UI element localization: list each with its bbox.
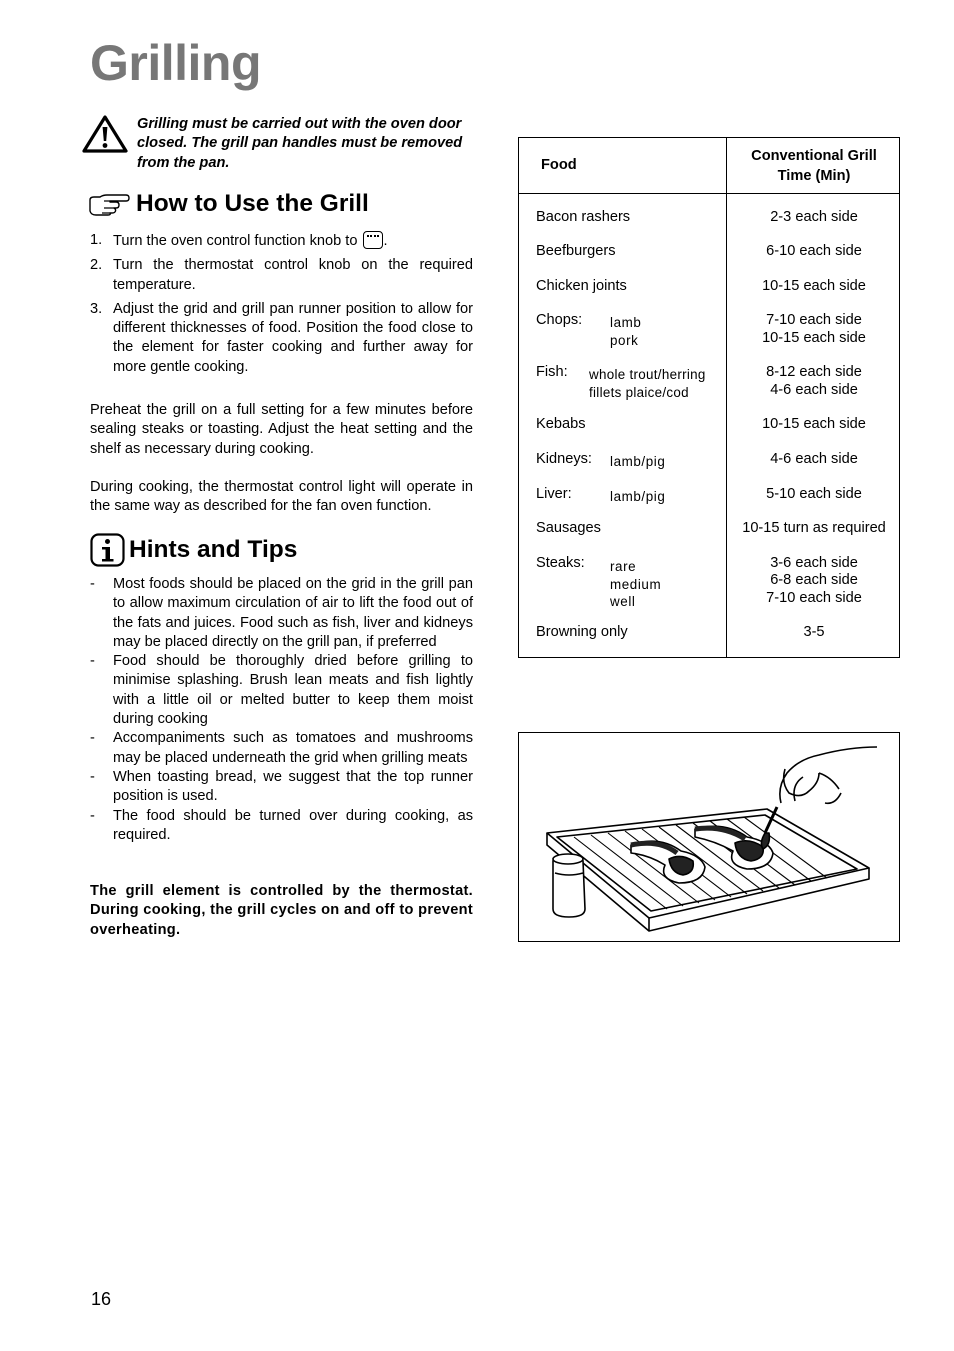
table-row-time: 4-6 each side <box>770 382 858 398</box>
table-row-time: 8-12 each side <box>766 364 862 380</box>
table-row-subtype: medium <box>610 577 662 592</box>
hint-dash: - <box>90 653 95 670</box>
step-number: 3. <box>90 300 103 317</box>
table-row-food: Bacon rashers <box>536 209 631 225</box>
step-item <box>90 231 473 251</box>
table-row-subtype: rare <box>610 559 637 574</box>
hint-text: Most foods should be placed on the grid in the grill pan to allow maximum circulation of air to lift the food out of the fats and juices. Food such as fish, liver and kidneys may be placed directly on the grill pan, if preferred <box>113 576 473 650</box>
pointing-hand-icon <box>88 194 130 216</box>
page-title: Grilling <box>90 35 261 91</box>
table-row-time: 7-10 each side <box>766 590 862 606</box>
column-header-time-line2: Time (Min) <box>777 168 851 184</box>
hints-list <box>90 575 473 845</box>
grill-function-icon <box>363 231 383 249</box>
table-row-subtype: lamb <box>610 315 642 330</box>
grill-pan-drawing <box>519 733 899 941</box>
hint-item <box>90 807 473 846</box>
table-row-subtype: lamb/pig <box>610 489 666 504</box>
table-row-food: Chicken joints <box>536 278 627 294</box>
step-item <box>90 256 473 295</box>
grill-pan-illustration <box>518 732 900 942</box>
preheat-paragraph: Preheat the grill on a full setting for a few minutes before sealing steaks or toasting. Adjust the heat setting and the shelf as necessary during cooking. <box>90 402 473 457</box>
hint-dash: - <box>90 807 95 824</box>
hint-text: Accompaniments such as tomatoes and mushrooms may be placed underneath the grid when grilling meats <box>113 730 473 766</box>
table-row-time: 10-15 each side <box>762 330 866 346</box>
step-text-end: . <box>383 233 388 249</box>
table-row-time: 7-10 each side <box>766 312 862 328</box>
how-to-heading: How to Use the Grill <box>136 190 369 217</box>
table-row-time: 10-15 each side <box>762 278 866 294</box>
warning-text: Grilling must be carried out with the oven door closed. The grill pan handles must be removed from the pan. <box>137 116 463 171</box>
column-header-food: Food <box>541 157 577 173</box>
step-text: Turn the oven control function knob to <box>113 233 358 249</box>
table-row-food: Sausages <box>536 520 601 536</box>
hint-dash: - <box>90 576 95 592</box>
table-row-food: Kidneys: <box>536 451 592 467</box>
table-row-subtype: lamb/pig <box>610 454 666 469</box>
table-row-food: Kebabs <box>536 416 586 432</box>
table-row-food: Beefburgers <box>536 243 616 259</box>
table-row-food: Browning only <box>536 624 628 640</box>
hint-text: The food should be turned over during cooking, as required. <box>113 807 473 843</box>
table-row-time: 10-15 each side <box>762 416 866 432</box>
table-row-food: Fish: <box>536 364 568 380</box>
hint-dash: - <box>90 730 95 747</box>
step-number: 2. <box>90 257 103 274</box>
table-row-food: Steaks: <box>536 555 585 571</box>
table-row-time: 4-6 each side <box>770 451 858 467</box>
page-number: 16 <box>91 1289 112 1309</box>
table-row-food: Chops: <box>536 312 583 328</box>
table-row-subtype: pork <box>610 333 639 348</box>
hand <box>780 747 877 803</box>
hint-item <box>90 652 473 729</box>
pan-rim <box>547 809 869 918</box>
step-text: Turn the thermostat control knob on the required temperature. <box>113 257 473 293</box>
warning-triangle-icon <box>82 114 128 154</box>
column-header-time-line1: Conventional Grill <box>751 148 877 164</box>
hint-item <box>90 768 473 807</box>
hint-item <box>90 575 473 652</box>
table-row-time: 10-15 turn as required <box>742 520 886 536</box>
table-row-time: 3-5 <box>803 624 825 640</box>
table-row-subtype: well <box>610 594 636 609</box>
table-row-time: 6-8 each side <box>770 572 858 588</box>
grill-time-table <box>518 137 900 658</box>
table-row-food: Liver: <box>536 486 572 502</box>
table-row-time: 3-6 each side <box>770 555 858 571</box>
table-row-subtype: whole trout/herring <box>589 367 706 382</box>
info-icon <box>90 533 125 567</box>
thermostat-note: The grill element is controlled by the thermostat. During cooking, the grill cycles on and off to prevent overheating. <box>90 883 473 938</box>
thermostat-paragraph: During cooking, the thermostat control light will operate in the same way as described for the fan oven function. <box>90 479 473 515</box>
step-number: 1. <box>90 232 103 248</box>
hint-text: When toasting bread, we suggest that the top runner position is used. <box>113 768 473 805</box>
table-row-time: 6-10 each side <box>766 243 862 259</box>
column-header-time <box>727 146 901 186</box>
step-text: Adjust the grid and grill pan runner position to allow for different thicknesses of food. Position the food close to the element for faster cooking and further away for more gentle cooking. <box>113 300 473 375</box>
hint-dash: - <box>90 768 95 785</box>
table-row-time: 5-10 each side <box>766 486 862 502</box>
header-divider <box>519 193 899 194</box>
hint-text: Food should be thoroughly dried before grilling to minimise splashing. Brush lean meats and fish lightly with a little oil or melted butter to keep them moist during cooking <box>113 653 473 728</box>
table-row-subtype: fillets plaice/cod <box>589 385 689 400</box>
how-to-steps <box>90 231 473 382</box>
table-row-time: 2-3 each side <box>770 209 858 225</box>
hint-item <box>90 729 473 768</box>
step-item <box>90 300 473 377</box>
hints-heading: Hints and Tips <box>129 536 298 563</box>
